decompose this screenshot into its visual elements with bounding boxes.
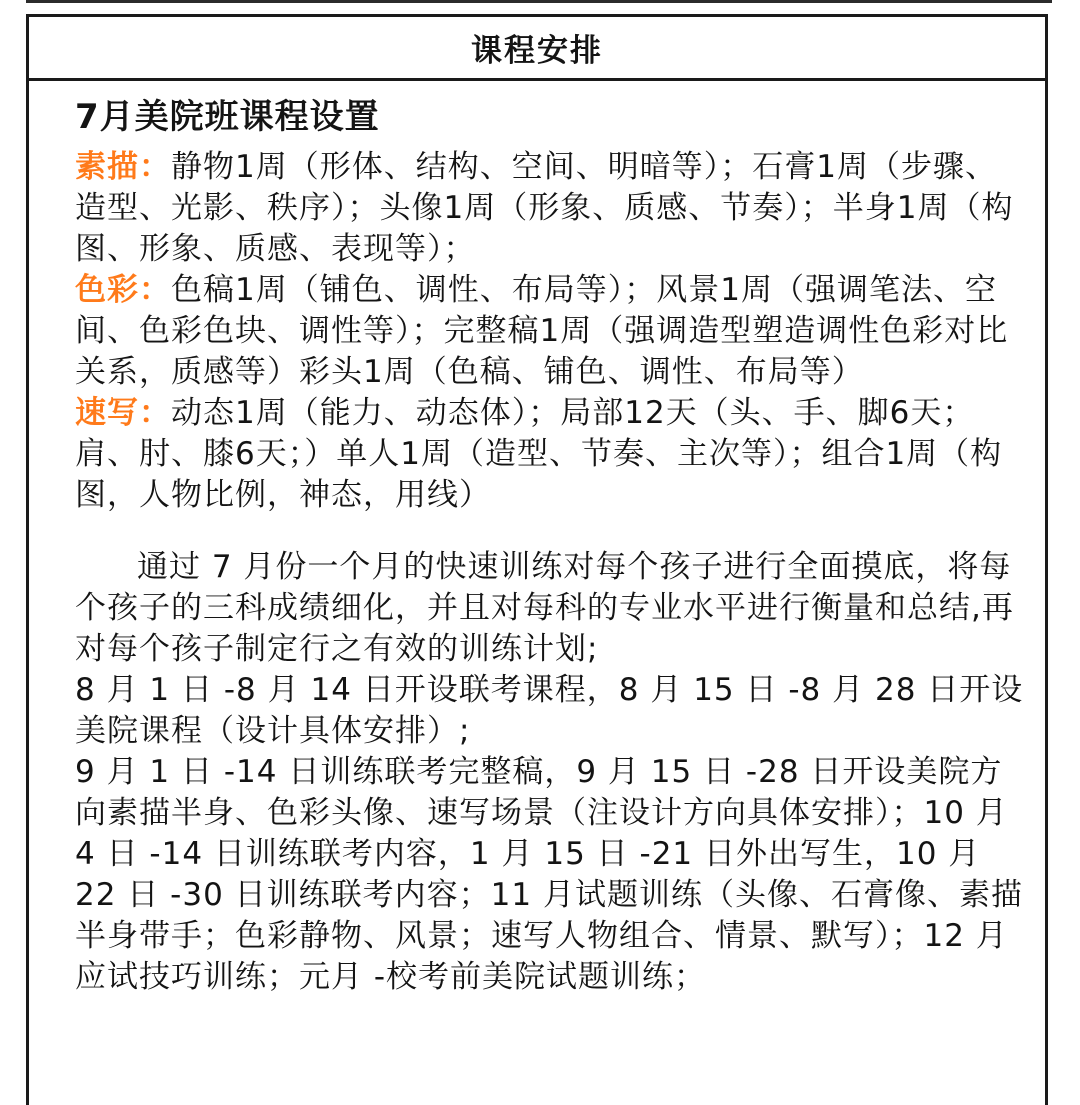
course-content xyxy=(29,81,1045,998)
course-frame xyxy=(26,14,1048,1105)
sketch-paragraph xyxy=(75,147,1027,270)
sketch-text: 静物1周（形体、结构、空间、明暗等）；石膏1周（步骤、造型、光影、秩序）；头像1周（形象、质感、节奏）；半身1周（构图、形象、质感、表现等）； xyxy=(75,149,1014,267)
schedule-september-onward: 9 月 1 日 -14 日训练联考完整稿，9 月 15 日 -28 日开设美院方向素描半身、色彩头像、速写场景（注设计方向具体安排）；10 月 4 日 -14 日训练联考内容，1 月 15 日 -21 日外出写生，10 月 22 日 -30 日训练联考内容；11 月试题训练（头像、石膏像、素描半身带手；色彩静物、风景；速写人物组合、情景、默写）；12 月应试技巧训练；元月 -校考前美院试题训练； xyxy=(75,754,1023,995)
sketch-label: 素描： xyxy=(75,149,171,185)
quick-sketch-label: 速写： xyxy=(75,395,171,431)
course-subtitle: 7月美院班课程设置 xyxy=(75,97,380,137)
color-paragraph xyxy=(75,270,1027,393)
section-title: 课程安排 xyxy=(29,17,1045,81)
top-divider-line xyxy=(26,0,1052,3)
quick-sketch-text: 动态1周（能力、动态体）；局部12天（头、手、脚6天；肩、肘、膝6天；）单人1周（造型、节奏、主次等）；组合1周（构图，人物比例，神态，用线） xyxy=(75,395,1003,513)
quick-sketch-paragraph xyxy=(75,393,1027,516)
schedule-august: 8 月 1 日 -8 月 14 日开设联考课程，8 月 15 日 -8 月 28 日开设美院课程（设计具体安排）; xyxy=(75,672,1024,749)
color-label: 色彩： xyxy=(75,272,171,308)
color-text: 色稿1周（铺色、调性、布局等）；风景1周（强调笔法、空间、色彩色块、调性等）；完整稿1周（强调造型塑造调性色彩对比关系，质感等）彩头1周（色稿、铺色、调性、布局等） xyxy=(75,272,1009,390)
intro-paragraph: 通过 7 月份一个月的快速训练对每个孩子进行全面摸底，将每个孩子的三科成绩细化，并且对每科的专业水平进行衡量和总结,再对每个孩子制定行之有效的训练计划; xyxy=(75,549,1014,667)
